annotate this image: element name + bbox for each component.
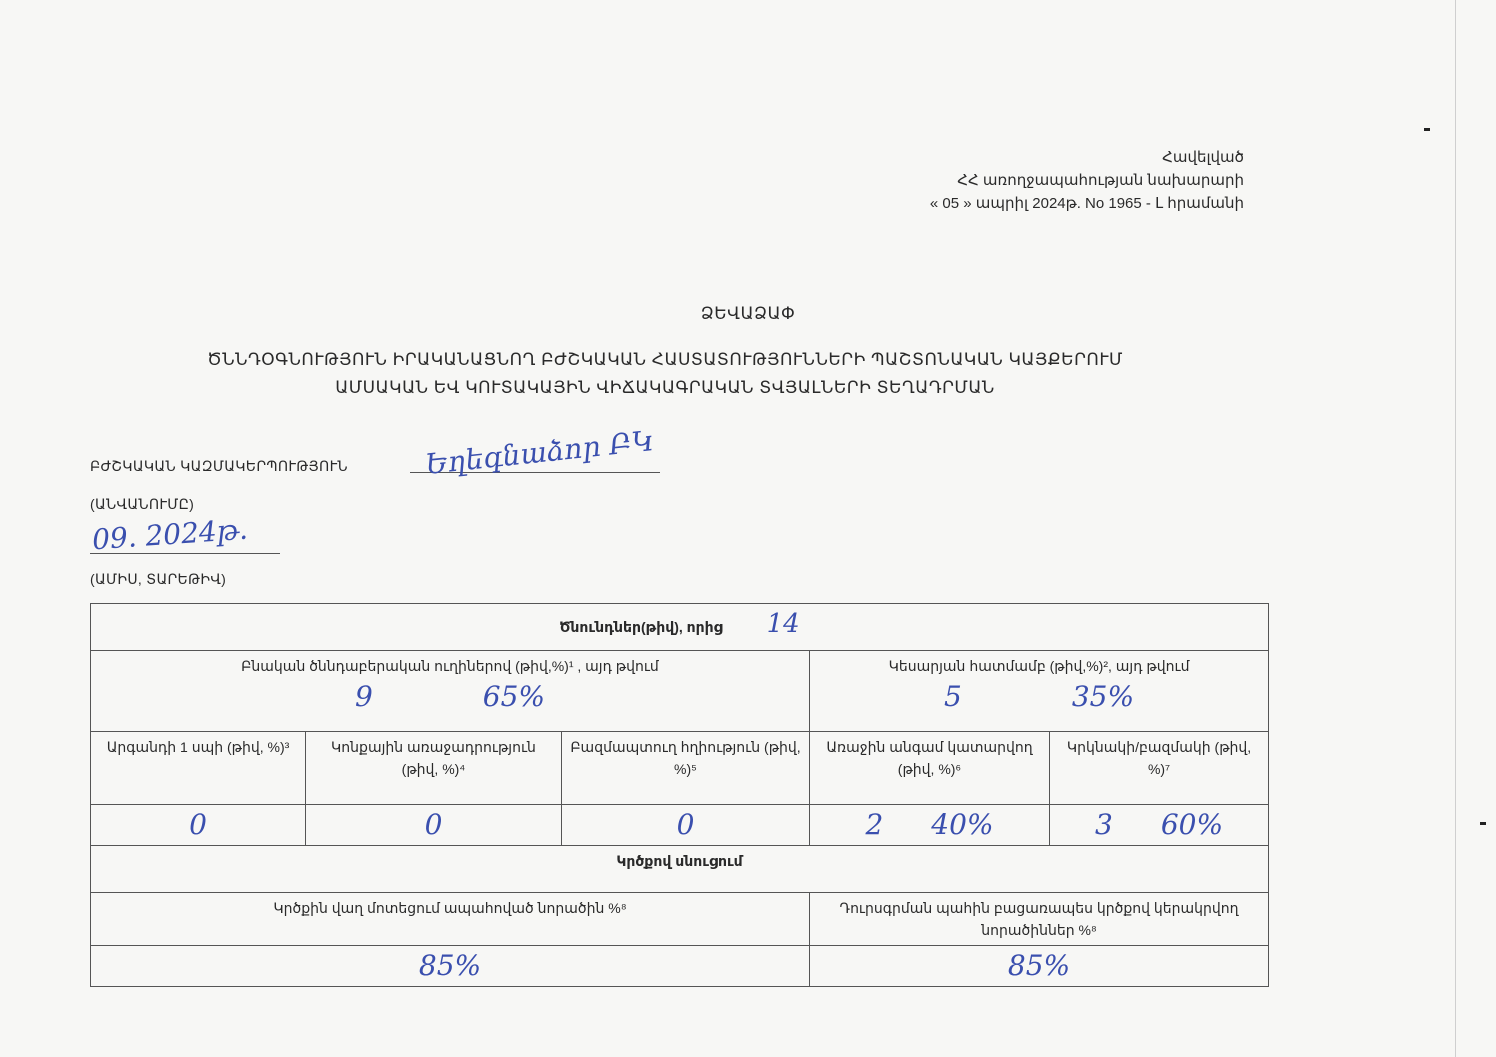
breech-number: 0 [424, 808, 443, 841]
sub-values-row [91, 805, 1269, 846]
natural-label: Բնական ծննդաբերական ուղիներով (թիվ,%)¹ , այդ թվում [241, 658, 659, 674]
multiple-pregnancy-value [562, 805, 810, 846]
org-label: ԲԺՇԿԱԿԱՆ ԿԱԶՄԱԿԵՐՊՈՒԹՅՈՒՆ [90, 458, 348, 474]
first-cesarean-value [810, 805, 1050, 846]
births-row [91, 604, 1269, 651]
births-cell [91, 604, 1269, 651]
breastfeeding-row [91, 846, 1269, 893]
annex-block [930, 146, 1244, 215]
births-value: 14 [766, 609, 800, 639]
annex-line-3: « 05 » ապրիլ 2024թ. No 1965 - Լ հրամանի [929, 195, 1244, 212]
form-subtitle-line-2: ԱՄՍԱԿԱՆ ԵՎ ԿՈՒՏԱԿԱՅԻՆ ՎԻՃԱԿԱԳՐԱԿԱՆ ՏՎՅԱԼՆԵՐԻ ՏԵՂԱԴՐՄԱՆ [335, 378, 995, 397]
form-subtitle-line-1: ԾՆՆԴՕԳՆՈՒԹՅՈՒՆ ԻՐԱԿԱՆԱՑՆՈՂ ԲԺՇԿԱԿԱՆ ՀԱՍՏԱՏՈՒԹՅՈՒՆՆԵՐԻ ՊԱՇՏՈՆԱԿԱՆ ԿԱՅՔԵՐՈՒՄ [207, 350, 1123, 369]
exclusive-bf-header: Դուրսգրման պահին բացառապես կրծքով կերակրվող նորածիններ %⁸ [810, 893, 1269, 946]
natural-cell [91, 651, 810, 732]
delivery-type-row [91, 651, 1269, 732]
scan-edge [1455, 0, 1456, 1057]
repeat-cesarean-value [1050, 805, 1269, 846]
repeat-cesarean-percent: 60% [1160, 808, 1224, 841]
uterine-scar-value [91, 805, 306, 846]
multiple-pregnancy-header: Բազմապտուղ հղիություն (թիվ, %)⁵ [562, 732, 810, 805]
exclusive-bf-value-cell [810, 946, 1269, 987]
breastfeeding-header: Կրծքով սնուցում [91, 846, 1269, 893]
form-subtitle [110, 346, 1220, 402]
early-bf-value-cell [91, 946, 810, 987]
sub-header-row [91, 732, 1269, 805]
form-title: ՁԵՎԱՁԱՓ [700, 304, 796, 323]
multiple-pregnancy-number: 0 [676, 808, 695, 841]
annex-line-2: ՀՀ առողջապահության նախարարի [957, 172, 1244, 189]
statistics-table [90, 603, 1269, 987]
scan-speck [1424, 128, 1430, 131]
cesarean-label: Կեսարյան հատմամբ (թիվ,%)², այդ թվում [888, 658, 1190, 674]
first-cesarean-percent: 40% [931, 808, 994, 841]
scan-speck [1480, 822, 1486, 825]
natural-percent: 65% [482, 680, 546, 713]
breech-value [306, 805, 562, 846]
natural-count: 9 [354, 680, 373, 713]
annex-line-1: Հավելված [1162, 149, 1244, 166]
cesarean-count: 5 [944, 680, 962, 713]
breastfeeding-values-row [91, 946, 1269, 987]
first-cesarean-header: Առաջին անգամ կատարվող (թիվ, %)⁶ [810, 732, 1050, 805]
repeat-cesarean-count: 3 [1095, 808, 1113, 841]
uterine-scar-number: 0 [189, 808, 207, 841]
breastfeeding-labels-row [91, 893, 1269, 946]
breech-header: Կոնքային առաջադրություն (թիվ, %)⁴ [306, 732, 562, 805]
name-caption: (ԱՆՎԱՆՈՒՄԸ) [90, 496, 195, 512]
cesarean-cell [810, 651, 1269, 732]
early-bf-header: Կրծքին վաղ մոտեցում ապահոված նորածին %⁸ [91, 893, 810, 946]
date-handwritten-value: 09. 2024թ. [91, 512, 249, 557]
births-label: Ծնունդներ(թիվ), որից [559, 619, 723, 635]
uterine-scar-header: Արգանդի 1 սպի (թիվ, %)³ [91, 732, 306, 805]
org-handwritten-value: Եղեգնաձոր ԲԿ [423, 424, 656, 481]
date-caption: (ԱՄԻՍ, ՏԱՐԵԹԻՎ) [90, 571, 227, 587]
early-bf-value: 85% [418, 949, 482, 982]
first-cesarean-count: 2 [865, 808, 884, 841]
cesarean-percent: 35% [1071, 680, 1135, 713]
repeat-cesarean-header: Կրկնակի/բազմակի (թիվ, %)⁷ [1050, 732, 1269, 805]
exclusive-bf-value: 85% [1007, 949, 1071, 982]
